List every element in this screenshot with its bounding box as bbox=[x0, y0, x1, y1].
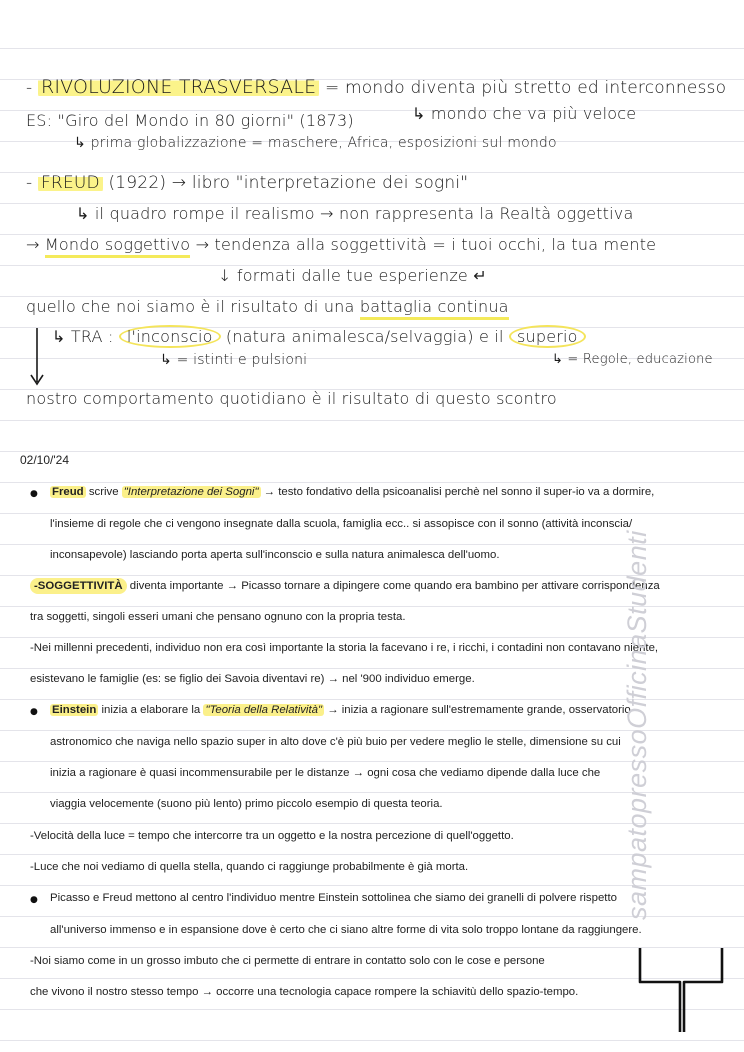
note-line-6 bbox=[26, 235, 656, 254]
arrow: → bbox=[26, 235, 40, 254]
highlight-title-relativita: "Teoria della Relatività" bbox=[205, 704, 323, 716]
typed-line: all'universo immenso e in espansione dove è certo che ci siano altre forme di vita solo troppo lontane da raggiungere. bbox=[50, 924, 642, 936]
down-arrow-icon bbox=[26, 326, 48, 390]
typed-line bbox=[50, 704, 631, 716]
typed-line: -Noi siamo come in un grosso imbuto che ci permette di entrare in contatto solo con le cose e persone bbox=[30, 955, 545, 967]
date-label: 02/10/'24 bbox=[20, 453, 70, 467]
underlined-mondo-soggettivo: Mondo soggettivo bbox=[45, 235, 190, 258]
typed-line: tra soggetti, singoli esseri umani che pensano ognuno con la propria testa. bbox=[30, 611, 406, 623]
note-text: ↳ mondo che va più veloce bbox=[412, 104, 637, 123]
note-text: ↳ TRA : bbox=[52, 327, 114, 346]
dash: - bbox=[26, 173, 33, 193]
note-text: ↳ il quadro rompe il realismo → non rappresenta la Realtà oggettiva bbox=[76, 204, 634, 223]
note-text: (1922) → libro "interpretazione dei sogni" bbox=[108, 173, 469, 193]
highlight-rivoluzione: RIVOLUZIONE TRASVERSALE bbox=[38, 76, 319, 98]
note-text: → tendenza alla soggettività = i tuoi occhi, la tua mente bbox=[195, 235, 657, 254]
typed-text: scrive bbox=[88, 486, 119, 498]
note-line-10-right bbox=[552, 352, 713, 367]
typed-line: -Velocità della luce = tempo che intercorre tra un oggetto e la nostra percezione di quell'oggetto. bbox=[30, 830, 514, 842]
bullet-icon: ● bbox=[30, 895, 38, 905]
typed-text: diventa importante → Picasso tornare a dipingere come quando era bambino per attivare corrispondenza bbox=[129, 580, 660, 592]
note-text: quello che noi siamo è il risultato di una bbox=[26, 297, 355, 316]
typed-line: che vivono il nostro stesso tempo → occorre una tecnologia capace rompere la schiavitù dello spazio-tempo. bbox=[30, 986, 579, 998]
funnel-drawing bbox=[636, 946, 728, 1034]
highlight-title-sogni: "Interpretazione dei Sogni" bbox=[123, 486, 259, 498]
bullet-icon: ● bbox=[30, 707, 38, 717]
underlined-battaglia: battaglia continua bbox=[360, 297, 509, 320]
note-line-9 bbox=[52, 327, 586, 346]
note-line-2 bbox=[26, 111, 354, 130]
note-text: nostro comportamento quotidiano è il risultato di questo scontro bbox=[26, 389, 557, 408]
circled-inconscio: l'inconscio bbox=[119, 325, 221, 348]
highlight-freud-typed: Freud bbox=[52, 486, 84, 498]
note-line-1 bbox=[26, 76, 726, 98]
typed-line: esistevano le famiglie (es: se figlio dei Savoia diventavi re) → nel '900 individuo emerge. bbox=[30, 673, 475, 685]
typed-line: astronomico che naviga nello spazio super in alto dove c'è più buio per vedere meglio le stelle, dimensione su cui bbox=[50, 736, 621, 748]
note-line-3 bbox=[74, 135, 557, 151]
typed-line bbox=[30, 580, 660, 592]
bullet-icon: ● bbox=[30, 489, 38, 499]
dash: - bbox=[26, 78, 33, 98]
typed-line: Picasso e Freud mettono al centro l'individuo mentre Einstein sottolinea che siamo dei granelli di polvere rispetto bbox=[50, 892, 617, 904]
circled-soggettivita: -SOGGETTIVITÀ bbox=[30, 578, 127, 594]
note-line-7 bbox=[218, 266, 487, 285]
highlight-einstein: Einstein bbox=[52, 704, 97, 716]
typed-line: inconsapevole) lasciando porta aperta sull'inconscio e sulla natura animalesca dell'uomo. bbox=[50, 549, 500, 561]
watermark-text: sampatopressoOfficinaStudenti bbox=[622, 530, 652, 920]
circled-superio: superio bbox=[509, 325, 586, 348]
note-text: ↳ prima globalizzazione = maschere, Africa, esposizioni sul mondo bbox=[74, 135, 557, 151]
typed-text: → inizia a ragionare sull'estremamente grande, osservatorio bbox=[327, 704, 631, 716]
note-text: (natura animalesca/selvaggia) e il bbox=[225, 327, 504, 346]
typed-line: -Luce che noi vediamo di quella stella, quando ci raggiunge probabilmente è già morta. bbox=[30, 861, 469, 873]
typed-line: l'insieme di regole che ci vengono insegnate dalla scuola, famiglia ecc.. si assopisce con il sonno (attività inconscia/ bbox=[50, 518, 633, 530]
typed-text: → testo fondativo della psicoanalisi perchè nel sonno il super-io va a dormire, bbox=[263, 486, 655, 498]
typed-line bbox=[50, 486, 654, 498]
typed-line: -Nei millenni precedenti, individuo non era così importante la storia la facevano i re, i ricchi, i contadini non contavano niente, bbox=[30, 642, 659, 654]
note-text: ↳ = istinti e pulsioni bbox=[160, 352, 308, 368]
note-text: ES: "Giro del Mondo in 80 giorni" (1873) bbox=[26, 111, 354, 130]
note-line-8 bbox=[26, 297, 509, 316]
note-text: ↓ formati dalle tue esperienze ↵ bbox=[218, 266, 487, 285]
note-line-4 bbox=[26, 173, 468, 193]
note-line-11 bbox=[26, 389, 557, 408]
typed-line: viaggia velocemente (suono più lento) primo piccolo esempio di questa teoria. bbox=[50, 798, 443, 810]
typed-line: inizia a ragionare è quasi incommensurabile per le distanze → ogni cosa che vediamo dipende dalla luce che bbox=[50, 767, 601, 779]
typed-text: inizia a elaborare la bbox=[101, 704, 201, 716]
note-line-10-left bbox=[160, 352, 307, 368]
highlight-freud: FREUD bbox=[38, 173, 103, 193]
note-text: ↳ = Regole, educazione bbox=[552, 352, 713, 367]
note-line-5 bbox=[76, 204, 633, 223]
note-line-2-arrow bbox=[412, 104, 636, 123]
note-text: = mondo diventa più stretto ed interconnesso bbox=[324, 78, 727, 98]
